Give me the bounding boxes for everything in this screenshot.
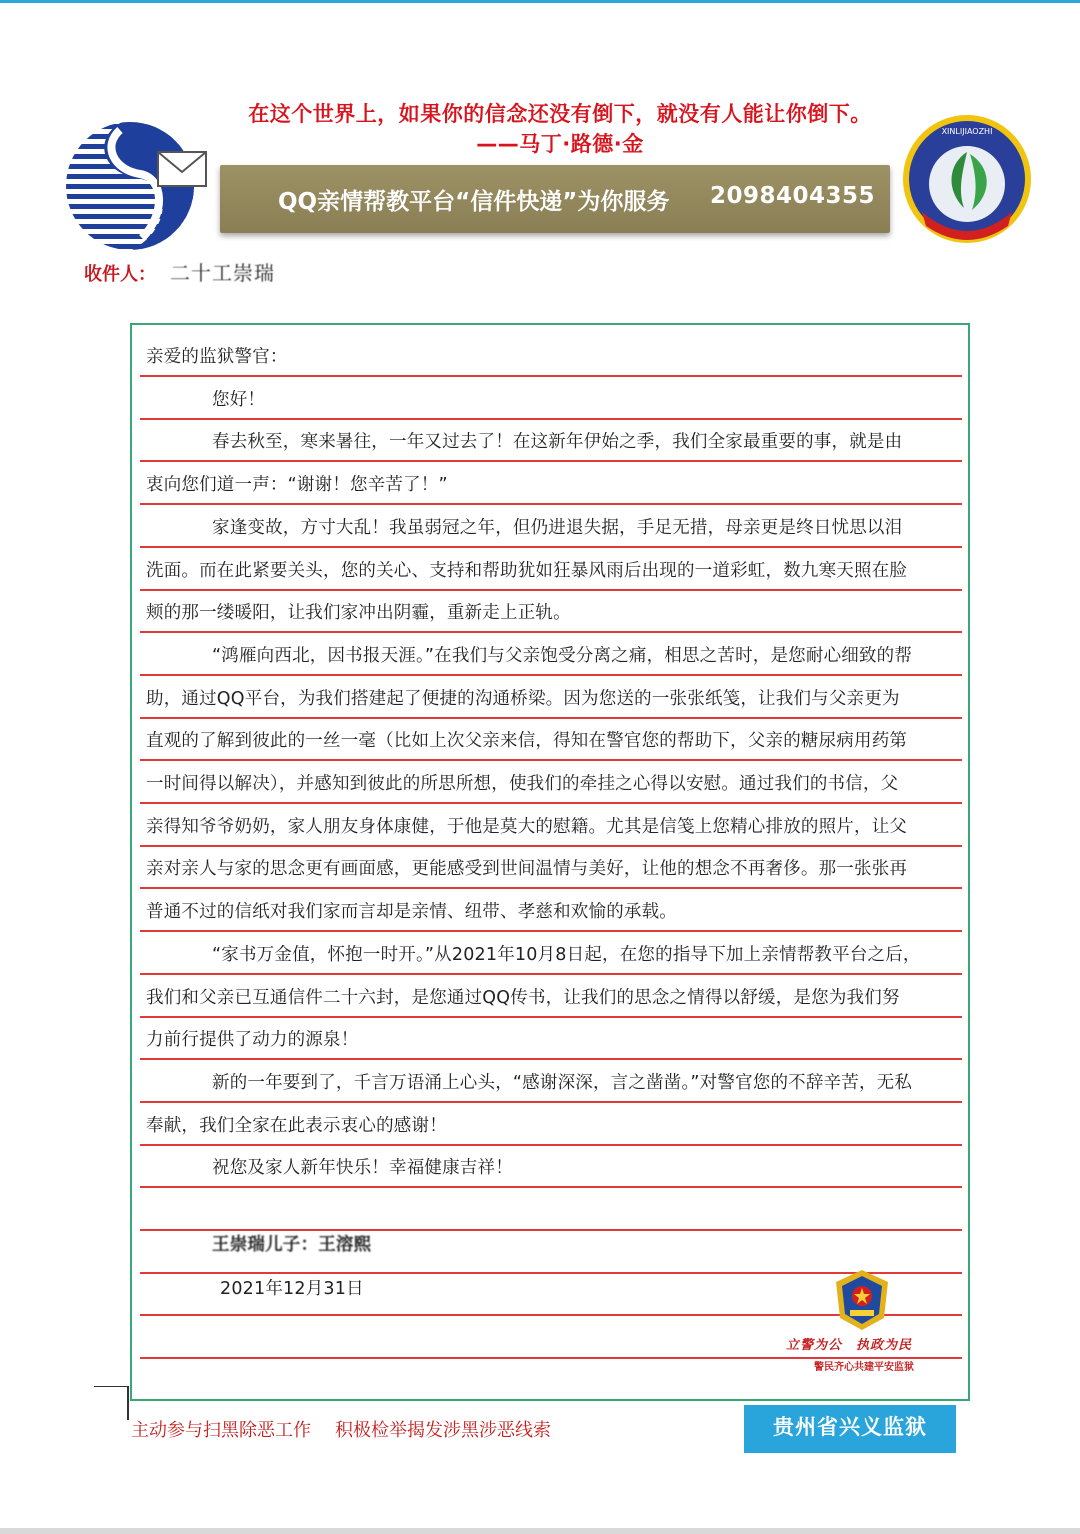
- letter-line: 一时间得以解决），并感知到彼此的所思所想，使我们的牵挂之心得以安慰。通过我们的书信，父: [146, 774, 899, 794]
- banner-qq-number: 2098404355: [710, 183, 876, 209]
- svg-text:XINLIJIAOZHI: XINLIJIAOZHI: [941, 127, 993, 136]
- ruled-line: [140, 589, 962, 591]
- police-emblem: [832, 1268, 892, 1332]
- letter-line: 助，通过QQ平台，为我们搭建起了便捷的沟通桥梁。因为您送的一张张纸笺，让我们与父亲更为: [146, 688, 900, 709]
- ruled-line: [140, 1186, 962, 1188]
- letter-line: 春去秋至，寒来暑往，一年又过去了！在这新年伊始之季，我们全家最重要的事，就是由: [212, 432, 903, 453]
- ruled-line: [140, 1144, 962, 1146]
- ruled-line: [140, 802, 962, 804]
- letter-line: 力前行提供了动力的源泉！: [146, 1030, 359, 1051]
- letter-line: 奉献，我们全家在此表示衷心的感谢！: [146, 1115, 447, 1136]
- ruled-line: [140, 1101, 962, 1103]
- letter-line: 我们和父亲已互通信件二十六封，是您通过QQ传书，让我们的思念之情得以舒缓，是您为我们努: [146, 987, 900, 1008]
- ruled-line: [140, 717, 962, 719]
- ruled-line: [140, 631, 962, 633]
- service-banner: [220, 165, 890, 233]
- dove-logo: [62, 118, 212, 253]
- ruled-line: [140, 375, 962, 377]
- letter-line: 衷向您们道一声：“谢谢！您辛苦了！”: [146, 475, 448, 496]
- letter-signature: 王崇瑞儿子：王溶熙: [212, 1235, 372, 1255]
- emblem-subslogan: 警民齐心共建平安监狱: [814, 1362, 914, 1373]
- recipient-label: 收件人：: [84, 264, 156, 285]
- quote-author: ——马丁·路德·金: [476, 132, 644, 156]
- ruled-line: [140, 418, 962, 420]
- letter-line: 颊的那一缕暖阳，让我们家冲出阴霾，重新走上正轨。: [146, 603, 571, 624]
- letter-body: [130, 323, 970, 1401]
- ruled-line: [140, 546, 962, 548]
- emblem-slogan: 立警为公 执政为民: [786, 1338, 913, 1353]
- banner-title: QQ亲情帮教平台“信件快递”为你服务: [278, 189, 670, 215]
- ruled-line: [140, 973, 962, 975]
- letter-line: “鸿雁向西北，因书报天涯。”在我们与父亲饱受分离之痛，相思之苦时，是您耐心细致的帮: [212, 645, 913, 666]
- recipient-name: 二十工崇瑞: [170, 261, 275, 285]
- ruled-line: [140, 460, 962, 462]
- ruled-line: [140, 1058, 962, 1060]
- letter-line: 家逢变故，方寸大乱！我虽弱冠之年，但仍进退失据，手足无措，母亲更是终日忧思以泪: [212, 517, 903, 538]
- ruled-line: [140, 503, 962, 505]
- ruled-line: [140, 1016, 962, 1018]
- letter-line: 普通不过的信纸对我们家而言却是亲情、纽带、孝慈和欢愉的承载。: [146, 902, 677, 923]
- footer-slogan-a: 主动参与扫黑除恶工作: [131, 1420, 311, 1441]
- letter-line: 亲得知爷爷奶奶，家人朋友身体康健，于他是莫大的慰籍。尤其是信笺上您精心排放的照片，让父: [146, 816, 908, 837]
- top-strip: [0, 0, 1080, 3]
- crop-mark: [94, 1386, 129, 1387]
- letter-line: 祝您及家人新年快乐！幸福健康吉祥！: [212, 1158, 513, 1179]
- letter-date: 2021年12月31日: [220, 1279, 364, 1299]
- ruled-line: [140, 845, 962, 847]
- letter-line: “家书万金值，怀抱一时开。”从2021年10月8日起，在您的指导下加上亲情帮教平台之后，: [212, 944, 921, 965]
- letter-line: 新的一年要到了，千言万语涌上心头，“感谢深深，言之凿凿。”对警官您的不辞辛苦，无私: [212, 1072, 913, 1093]
- letter-line: 亲爱的监狱警官：: [146, 347, 288, 367]
- ruled-line: [140, 674, 962, 676]
- prison-name-badge: 贵州省兴义监狱: [744, 1405, 956, 1453]
- letter-line: 您好！: [212, 389, 266, 410]
- letter-line: 亲对亲人与家的思念更有画面感，更能感受到世间温情与美好，让他的想念不再奢侈。那一张张再: [146, 859, 908, 880]
- crop-mark: [127, 1386, 129, 1420]
- ruled-line: [140, 930, 962, 932]
- bottom-strip: [0, 1528, 1080, 1534]
- leaf-seal-logo: [900, 112, 1035, 247]
- quote-line-1: 在这个世界上，如果你的信念还没有倒下，就没有人能让你倒下。: [248, 102, 872, 126]
- letter-line: 洗面。而在此紧要关头，您的关心、支持和帮助犹如狂暴风雨后出现的一道彩虹，数九寒天照在脸: [146, 560, 908, 581]
- ruled-line: [140, 759, 962, 761]
- ruled-line: [140, 887, 962, 889]
- letter-line: 直观的了解到彼此的一丝一毫（比如上次父亲来信，得知在警官您的帮助下，父亲的糖尿病用药第: [146, 731, 908, 752]
- footer-slogan-b: 积极检举揭发涉黑涉恶线索: [335, 1420, 551, 1441]
- envelope-icon: [158, 152, 206, 186]
